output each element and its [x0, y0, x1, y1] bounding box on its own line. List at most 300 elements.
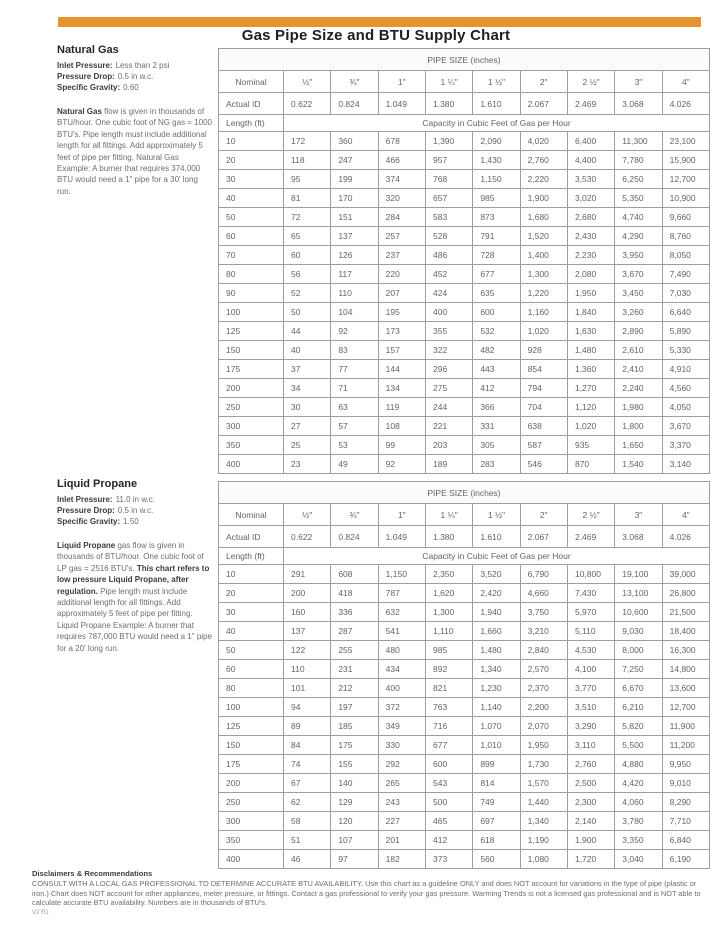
length-value: 20 — [219, 151, 284, 170]
capacity-value: 794 — [520, 379, 567, 398]
capacity-value: 1,360 — [567, 360, 614, 379]
capacity-value: 3,780 — [615, 812, 662, 831]
pipe-size-column-header: ½" — [284, 71, 331, 93]
length-value: 400 — [219, 850, 284, 869]
capacity-value: 366 — [473, 398, 520, 417]
table-row — [219, 132, 710, 151]
capacity-value: 677 — [473, 265, 520, 284]
capacity-value: 4,880 — [615, 755, 662, 774]
capacity-value: 257 — [378, 227, 425, 246]
table-row — [219, 793, 710, 812]
capacity-value: 1,020 — [567, 417, 614, 436]
capacity-value: 1,110 — [425, 622, 472, 641]
capacity-value: 3,210 — [520, 622, 567, 641]
capacity-value: 283 — [473, 455, 520, 474]
spec-value: 1.50 — [123, 517, 139, 526]
capacity-value: 4,290 — [615, 227, 662, 246]
capacity-value: 3,020 — [567, 189, 614, 208]
capacity-value: 9,030 — [615, 622, 662, 641]
capacity-value: 39,000 — [662, 565, 709, 584]
capacity-value: 155 — [331, 755, 378, 774]
capacity-header-row — [219, 115, 710, 132]
table-row — [219, 170, 710, 189]
description-body: flow is given in thousands of BTU/hour. One cubic foot of NG gas = 1000 BTU's. Pipe length must include additional length for all fittings. Add approximately 5 feet of pipe per fitting. Natural Gas Example: A burner that requires 374,000 BTU would need a 1" pipe for a 30' long run. — [57, 107, 212, 196]
actual-id-value: 4.026 — [662, 93, 709, 115]
capacity-value: 957 — [425, 151, 472, 170]
capacity-value: 2,760 — [567, 755, 614, 774]
capacity-value: 677 — [425, 736, 472, 755]
capacity-value: 3,290 — [567, 717, 614, 736]
table-row — [219, 284, 710, 303]
capacity-value: 221 — [425, 417, 472, 436]
capacity-value: 6,190 — [662, 850, 709, 869]
capacity-value: 1,900 — [520, 189, 567, 208]
table-row — [219, 603, 710, 622]
capacity-value: 1,570 — [520, 774, 567, 793]
capacity-value: 870 — [567, 455, 614, 474]
capacity-value: 305 — [473, 436, 520, 455]
capacity-value: 49 — [331, 455, 378, 474]
capacity-value: 2,570 — [520, 660, 567, 679]
capacity-value: 336 — [331, 603, 378, 622]
natural-gas-table — [218, 48, 710, 474]
spec-label: Specific Gravity: — [57, 517, 121, 526]
table-row — [219, 755, 710, 774]
spec-value: 0.5 in w.c. — [117, 72, 154, 81]
capacity-value: 67 — [284, 774, 331, 793]
capacity-value: 13,600 — [662, 679, 709, 698]
natural-gas-description — [57, 106, 213, 197]
capacity-value: 46 — [284, 850, 331, 869]
length-value: 80 — [219, 679, 284, 698]
capacity-value: 84 — [284, 736, 331, 755]
table-row — [219, 436, 710, 455]
capacity-value: 331 — [473, 417, 520, 436]
capacity-value: 400 — [378, 679, 425, 698]
length-value: 40 — [219, 622, 284, 641]
capacity-value: 985 — [425, 641, 472, 660]
capacity-value: 3,040 — [615, 850, 662, 869]
disclaimers-text: CONSULT WITH A LOCAL GAS PROFESSIONAL TO DETERMINE ACCURATE BTU AVAILABILITY. Use this chart as a guideline ONLY and does NOT account for variations in the type of pipe (plastic or iron.) Chart does NOT account for other appliances, meter pressure, or fittings. Contact a gas professional to verify your gas pressure. Warming Trends is not a licensed gas professional and is NOT able to calculate accurate BTU availability. Numbers are in thousands of BTU's. — [32, 879, 701, 908]
capacity-value: 1,230 — [473, 679, 520, 698]
description-emphasis: This chart refers to low pressure Liquid Propane, after regulation. — [57, 563, 210, 596]
capacity-value: 587 — [520, 436, 567, 455]
capacity-value: 4,530 — [567, 641, 614, 660]
pipe-size-column-header: 1 ½" — [473, 504, 520, 526]
capacity-value: 349 — [378, 717, 425, 736]
capacity-value: 465 — [425, 812, 472, 831]
capacity-value: 1,340 — [520, 812, 567, 831]
capacity-value: 322 — [425, 341, 472, 360]
capacity-value: 1,080 — [520, 850, 567, 869]
table-row — [219, 622, 710, 641]
capacity-value: 11,300 — [615, 132, 662, 151]
capacity-value: 122 — [284, 641, 331, 660]
pipe-size-column-header: 2" — [520, 71, 567, 93]
capacity-value: 99 — [378, 436, 425, 455]
description-body: gas flow is given in thousands of BTU/hour. One cubic foot of LP gas = 2516 BTU's. — [57, 541, 204, 573]
table-row — [219, 831, 710, 850]
capacity-value: 6,400 — [567, 132, 614, 151]
capacity-value: 2,300 — [567, 793, 614, 812]
capacity-value: 129 — [331, 793, 378, 812]
nominal-label: Nominal — [219, 71, 284, 93]
capacity-value: 2,240 — [615, 379, 662, 398]
capacity-value: 873 — [473, 208, 520, 227]
capacity-value: 134 — [378, 379, 425, 398]
spec-value: 0.5 in w.c. — [117, 506, 154, 515]
capacity-value: 749 — [473, 793, 520, 812]
capacity-value: 1,660 — [473, 622, 520, 641]
capacity-value: 1,680 — [520, 208, 567, 227]
spec-label: Inlet Pressure: — [57, 495, 113, 504]
table-row — [219, 398, 710, 417]
capacity-value: 10,900 — [662, 189, 709, 208]
capacity-value: 716 — [425, 717, 472, 736]
capacity-value: 243 — [378, 793, 425, 812]
actual-id-value: 2.067 — [520, 93, 567, 115]
spec-value: 11.0 in w.c. — [115, 495, 156, 504]
length-value: 400 — [219, 455, 284, 474]
pipe-size-column-header: 1 ½" — [473, 71, 520, 93]
actual-id-value: 0.824 — [331, 526, 378, 548]
table-row — [219, 641, 710, 660]
pipe-size-column-header: 1" — [378, 504, 425, 526]
capacity-value: 62 — [284, 793, 331, 812]
capacity-value: 265 — [378, 774, 425, 793]
capacity-value: 928 — [520, 341, 567, 360]
length-value: 125 — [219, 322, 284, 341]
nominal-row — [219, 71, 710, 93]
actual-id-value: 1.049 — [378, 93, 425, 115]
capacity-value: 583 — [425, 208, 472, 227]
capacity-value: 2,080 — [567, 265, 614, 284]
length-value: 20 — [219, 584, 284, 603]
capacity-value: 65 — [284, 227, 331, 246]
capacity-value: 110 — [331, 284, 378, 303]
length-value: 125 — [219, 717, 284, 736]
capacity-value: 1,940 — [473, 603, 520, 622]
capacity-value: 600 — [425, 755, 472, 774]
capacity-value: 2,370 — [520, 679, 567, 698]
table-row — [219, 455, 710, 474]
capacity-value: 144 — [378, 360, 425, 379]
actual-id-value: 3.068 — [615, 93, 662, 115]
capacity-value: 51 — [284, 831, 331, 850]
liquid-propane-sidebar — [57, 478, 213, 654]
capacity-value: 56 — [284, 265, 331, 284]
capacity-value: 23,100 — [662, 132, 709, 151]
capacity-value: 8,290 — [662, 793, 709, 812]
table-row — [219, 565, 710, 584]
length-value: 30 — [219, 170, 284, 189]
capacity-value: 2,410 — [615, 360, 662, 379]
capacity-value: 3,510 — [567, 698, 614, 717]
capacity-value: 543 — [425, 774, 472, 793]
capacity-value: 434 — [378, 660, 425, 679]
capacity-value: 2,200 — [520, 698, 567, 717]
capacity-value: 3,950 — [615, 246, 662, 265]
capacity-value: 424 — [425, 284, 472, 303]
capacity-value: 400 — [425, 303, 472, 322]
capacity-value: 3,670 — [615, 265, 662, 284]
capacity-value: 1,160 — [520, 303, 567, 322]
capacity-value: 560 — [473, 850, 520, 869]
capacity-value: 412 — [425, 831, 472, 850]
capacity-value: 546 — [520, 455, 567, 474]
actual-id-label: Actual ID — [219, 526, 284, 548]
actual-id-value: 2.469 — [567, 93, 614, 115]
length-value: 40 — [219, 189, 284, 208]
capacity-value: 4,420 — [615, 774, 662, 793]
capacity-value: 137 — [331, 227, 378, 246]
capacity-value: 2,420 — [473, 584, 520, 603]
actual-id-value: 1.610 — [473, 526, 520, 548]
actual-id-value: 0.622 — [284, 93, 331, 115]
table-row — [219, 151, 710, 170]
capacity-value: 63 — [331, 398, 378, 417]
pressure-drop-spec — [57, 71, 213, 82]
nominal-row — [219, 504, 710, 526]
length-value: 60 — [219, 227, 284, 246]
capacity-value: 787 — [378, 584, 425, 603]
spec-value: 0.60 — [123, 83, 139, 92]
actual-id-value: 2.067 — [520, 526, 567, 548]
capacity-value: 9,010 — [662, 774, 709, 793]
spec-value: Less than 2 psi — [115, 61, 170, 70]
capacity-value: 287 — [331, 622, 378, 641]
capacity-value: 374 — [378, 170, 425, 189]
capacity-value: 541 — [378, 622, 425, 641]
capacity-value: 985 — [473, 189, 520, 208]
capacity-value: 195 — [378, 303, 425, 322]
capacity-value: 89 — [284, 717, 331, 736]
actual-id-value: 3.068 — [615, 526, 662, 548]
capacity-value: 11,900 — [662, 717, 709, 736]
capacity-value: 1,140 — [473, 698, 520, 717]
length-value: 175 — [219, 755, 284, 774]
table-row — [219, 584, 710, 603]
liquid-propane-description — [57, 540, 213, 654]
capacity-value: 110 — [284, 660, 331, 679]
capacity-value: 291 — [284, 565, 331, 584]
capacity-value: 182 — [378, 850, 425, 869]
capacity-value: 1,400 — [520, 246, 567, 265]
capacity-value: 2,090 — [473, 132, 520, 151]
capacity-value: 678 — [378, 132, 425, 151]
capacity-value: 1,300 — [425, 603, 472, 622]
length-label: Length (ft) — [219, 115, 284, 132]
table-row — [219, 736, 710, 755]
capacity-value: 635 — [473, 284, 520, 303]
capacity-value: 7,710 — [662, 812, 709, 831]
actual-id-value: 1.380 — [425, 526, 472, 548]
capacity-value: 412 — [473, 379, 520, 398]
capacity-value: 227 — [378, 812, 425, 831]
version-label: V2 R1 — [32, 909, 49, 916]
capacity-value: 1,650 — [615, 436, 662, 455]
capacity-value: 3,450 — [615, 284, 662, 303]
capacity-value: 528 — [425, 227, 472, 246]
capacity-value: 296 — [425, 360, 472, 379]
capacity-value: 119 — [378, 398, 425, 417]
capacity-value: 4,660 — [520, 584, 567, 603]
capacity-value: 50 — [284, 303, 331, 322]
capacity-value: 355 — [425, 322, 472, 341]
table-row — [219, 322, 710, 341]
capacity-value: 172 — [284, 132, 331, 151]
capacity-value: 185 — [331, 717, 378, 736]
nominal-label: Nominal — [219, 504, 284, 526]
capacity-value: 95 — [284, 170, 331, 189]
capacity-value: 854 — [520, 360, 567, 379]
capacity-value: 1,950 — [567, 284, 614, 303]
capacity-value: 203 — [425, 436, 472, 455]
pressure-drop-spec — [57, 505, 213, 516]
table-row — [219, 812, 710, 831]
footer — [32, 869, 714, 916]
capacity-value: 81 — [284, 189, 331, 208]
capacity-value: 5,500 — [615, 736, 662, 755]
capacity-value: 25 — [284, 436, 331, 455]
actual-id-value: 2.469 — [567, 526, 614, 548]
capacity-value: 14,800 — [662, 660, 709, 679]
capacity-value: 137 — [284, 622, 331, 641]
capacity-value: 10,600 — [615, 603, 662, 622]
table-row — [219, 660, 710, 679]
capacity-value: 7,030 — [662, 284, 709, 303]
capacity-value: 480 — [378, 641, 425, 660]
actual-id-value: 0.824 — [331, 93, 378, 115]
capacity-value: 1,480 — [473, 641, 520, 660]
capacity-value: 5,820 — [615, 717, 662, 736]
pipe-size-column-header: 1 ¼" — [425, 71, 472, 93]
table-row — [219, 227, 710, 246]
capacity-value: 7,780 — [615, 151, 662, 170]
inlet-pressure-spec — [57, 494, 213, 505]
length-value: 250 — [219, 398, 284, 417]
capacity-value: 52 — [284, 284, 331, 303]
length-value: 200 — [219, 774, 284, 793]
table-row — [219, 265, 710, 284]
capacity-value: 704 — [520, 398, 567, 417]
capacity-value: 94 — [284, 698, 331, 717]
capacity-value: 220 — [378, 265, 425, 284]
capacity-value: 2,230 — [567, 246, 614, 265]
capacity-value: 40 — [284, 341, 331, 360]
capacity-value: 2,350 — [425, 565, 472, 584]
capacity-value: 74 — [284, 755, 331, 774]
capacity-value: 452 — [425, 265, 472, 284]
capacity-value: 728 — [473, 246, 520, 265]
capacity-value: 768 — [425, 170, 472, 189]
liquid-propane-heading: Liquid Propane — [57, 478, 138, 490]
capacity-value: 2,220 — [520, 170, 567, 189]
capacity-value: 482 — [473, 341, 520, 360]
capacity-value: 697 — [473, 812, 520, 831]
capacity-value: 657 — [425, 189, 472, 208]
length-value: 300 — [219, 417, 284, 436]
capacity-header: Capacity in Cubic Feet of Gas per Hour — [284, 115, 710, 132]
capacity-value: 763 — [425, 698, 472, 717]
capacity-value: 9,950 — [662, 755, 709, 774]
capacity-value: 1,620 — [425, 584, 472, 603]
capacity-value: 13,100 — [615, 584, 662, 603]
capacity-value: 5,350 — [615, 189, 662, 208]
capacity-value: 92 — [331, 322, 378, 341]
description-body: Pipe length must include additional length for all fittings. Add approximately 5 feet of pipe per fitting. Liquid Propane Example: A burner that requires 787,000 BTU would need a 1" pipe for a 20' long run. — [57, 586, 212, 653]
capacity-value: 418 — [331, 584, 378, 603]
table-row — [219, 303, 710, 322]
table-row — [219, 360, 710, 379]
capacity-value: 899 — [473, 755, 520, 774]
capacity-value: 231 — [331, 660, 378, 679]
capacity-value: 58 — [284, 812, 331, 831]
capacity-value: 3,370 — [662, 436, 709, 455]
capacity-value: 2,430 — [567, 227, 614, 246]
length-value: 250 — [219, 793, 284, 812]
pipe-size-header: PIPE SIZE (inches) — [219, 482, 710, 504]
capacity-value: 2,610 — [615, 341, 662, 360]
capacity-value: 8,050 — [662, 246, 709, 265]
capacity-header: Capacity in Cubic Feet of Gas per Hour — [284, 548, 710, 565]
capacity-value: 37 — [284, 360, 331, 379]
capacity-value: 3,140 — [662, 455, 709, 474]
actual-id-value: 4.026 — [662, 526, 709, 548]
length-value: 350 — [219, 831, 284, 850]
capacity-value: 7,430 — [567, 584, 614, 603]
actual-id-label: Actual ID — [219, 93, 284, 115]
table-row — [219, 417, 710, 436]
capacity-value: 4,050 — [662, 398, 709, 417]
description-lead: Liquid Propane — [57, 541, 116, 550]
pipe-size-header-row — [219, 49, 710, 71]
capacity-value: 170 — [331, 189, 378, 208]
capacity-value: 5,970 — [567, 603, 614, 622]
disclaimers-heading: Disclaimers & Recommendations — [32, 869, 153, 878]
actual-id-value: 1.380 — [425, 93, 472, 115]
capacity-value: 3,530 — [567, 170, 614, 189]
table-row — [219, 850, 710, 869]
capacity-value: 443 — [473, 360, 520, 379]
capacity-value: 1,220 — [520, 284, 567, 303]
specific-gravity-spec — [57, 516, 213, 527]
capacity-value: 18,400 — [662, 622, 709, 641]
capacity-value: 1,630 — [567, 322, 614, 341]
capacity-value: 71 — [331, 379, 378, 398]
capacity-value: 532 — [473, 322, 520, 341]
capacity-value: 4,020 — [520, 132, 567, 151]
capacity-value: 5,110 — [567, 622, 614, 641]
natural-gas-heading: Natural Gas — [57, 44, 119, 56]
spec-label: Pressure Drop: — [57, 506, 115, 515]
capacity-value: 117 — [331, 265, 378, 284]
pipe-size-column-header: 3" — [615, 504, 662, 526]
capacity-value: 1,440 — [520, 793, 567, 812]
capacity-value: 160 — [284, 603, 331, 622]
capacity-value: 5,330 — [662, 341, 709, 360]
capacity-value: 1,070 — [473, 717, 520, 736]
capacity-value: 1,340 — [473, 660, 520, 679]
capacity-value: 9,660 — [662, 208, 709, 227]
capacity-value: 6,640 — [662, 303, 709, 322]
table-row — [219, 698, 710, 717]
capacity-value: 97 — [331, 850, 378, 869]
capacity-value: 7,490 — [662, 265, 709, 284]
actual-id-value: 0.622 — [284, 526, 331, 548]
capacity-value: 30 — [284, 398, 331, 417]
capacity-value: 1,120 — [567, 398, 614, 417]
